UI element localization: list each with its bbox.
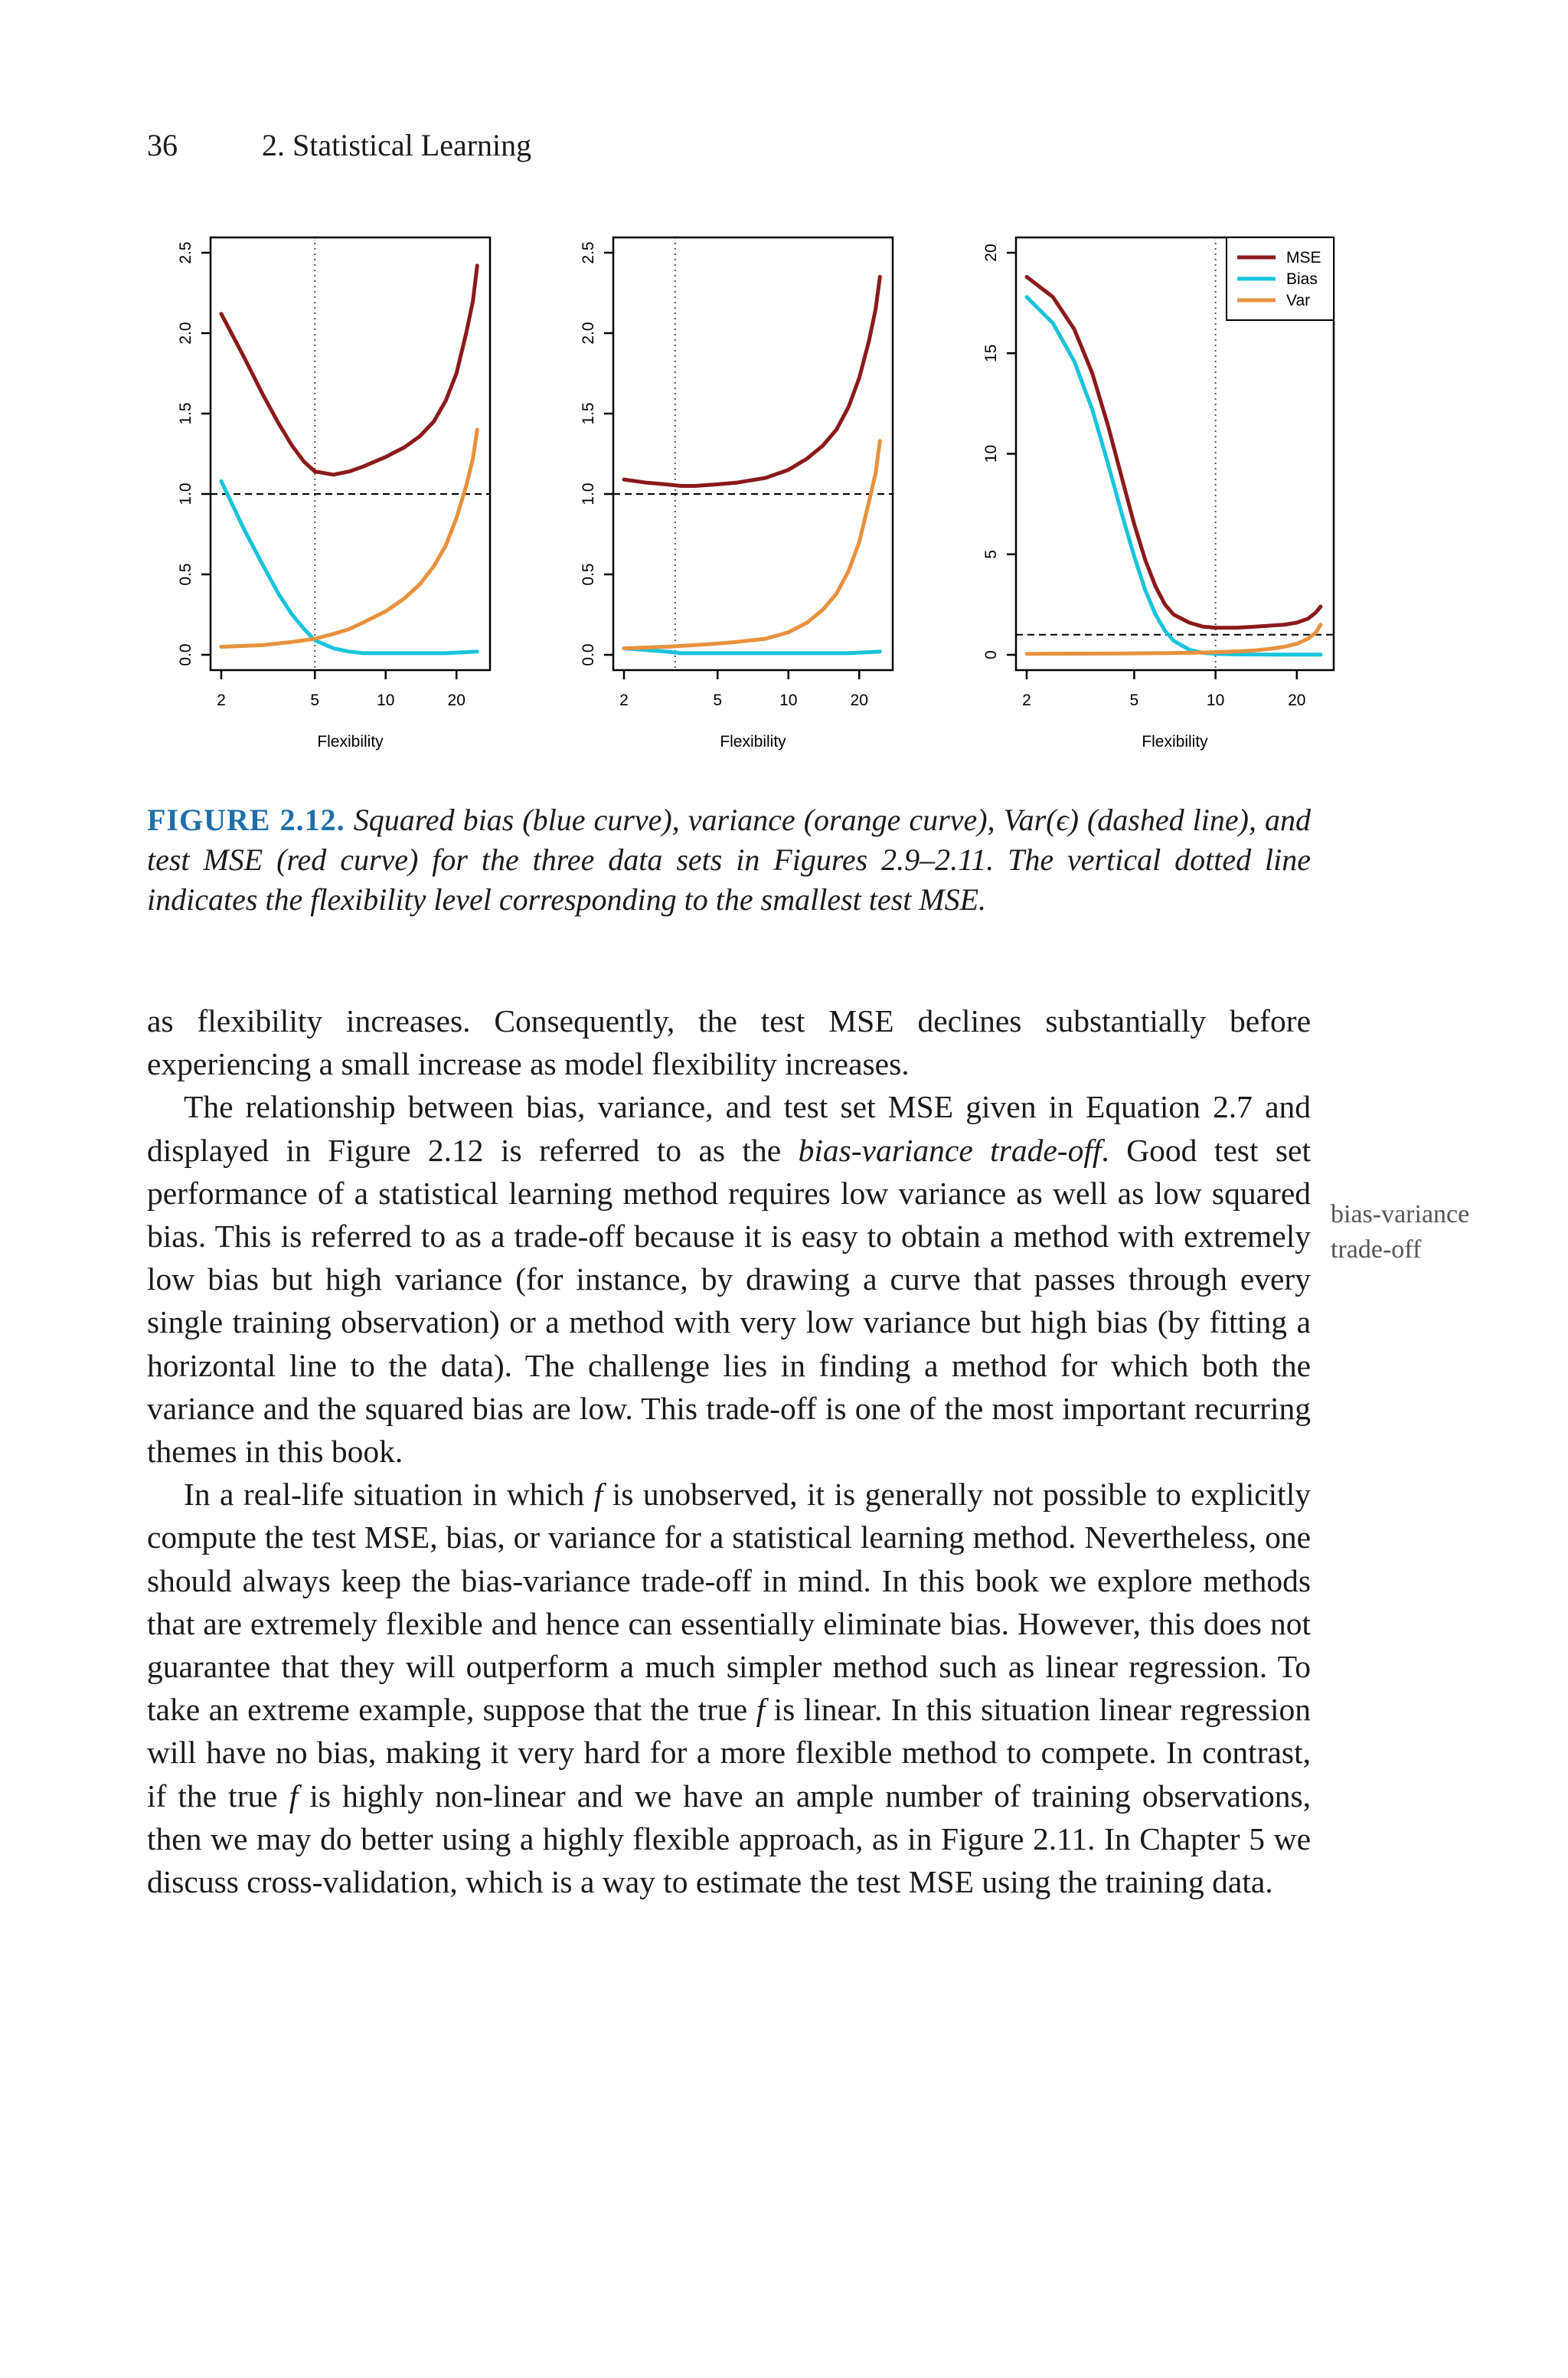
series-line-var (221, 430, 477, 647)
chart-panel-1 (138, 222, 521, 774)
y-tick-label: 2.5 (580, 241, 597, 264)
margin-note-line: bias-variance (1331, 1200, 1470, 1228)
y-tick-label: 0 (982, 650, 1000, 659)
x-tick-label: 2 (619, 692, 629, 709)
y-tick-label: 1.0 (177, 482, 194, 505)
y-tick-label: 0.5 (177, 563, 194, 586)
symbol-f: f (593, 1477, 603, 1513)
chapter-title: 2. Statistical Learning (262, 128, 532, 162)
x-axis-label: Flexibility (317, 733, 384, 751)
page-number: 36 (147, 128, 178, 162)
paragraph-3-part: is unobserved, it is generally not possible to explicitly compute the test MSE, bias, or variance for a statistical learning method. Nevertheless, one should always keep the bias-variance trade-off in mind. In this book we explore methods that are extremely flexible and hence can essentially eliminate bias. However, this does not guarantee that they will outperform a much simpler method such as linear regression. To take an extreme example, suppose that the true (147, 1477, 1311, 1728)
series-line-bias (1027, 297, 1321, 655)
paragraph-3-part: In a real-life situation in which (184, 1477, 594, 1513)
paragraph-1: as flexibility increases. Consequently, the test MSE declines substantially before experiencing a small increase as model flexibility increases. (147, 1003, 1311, 1082)
paragraph-2 (147, 1085, 1311, 1473)
series-line-mse (1027, 277, 1321, 628)
y-tick-label: 2.0 (177, 322, 194, 345)
series-line-mse (624, 277, 880, 486)
figure-caption (147, 800, 1311, 920)
term-bias-variance-trade-off: bias-variance trade-off (798, 1132, 1102, 1168)
series-line-var (624, 441, 880, 649)
series-line-mse (221, 266, 477, 475)
margin-note (1331, 1197, 1530, 1268)
y-tick-label: 0.0 (177, 643, 194, 666)
y-tick-label: 2.5 (177, 241, 194, 264)
margin-note-line: trade-off (1331, 1235, 1422, 1264)
legend-label-mse: MSE (1286, 249, 1321, 267)
y-tick-label: 2.0 (580, 322, 597, 345)
x-axis-label: Flexibility (720, 733, 786, 751)
x-tick-label: 20 (1288, 692, 1306, 709)
x-tick-label: 5 (1129, 692, 1139, 709)
paragraph-3-part: is highly non-linear and we have an ample number of training observations, then we may do better using a highly flexible approach, as in Figure 2.11. In Chapter 5 we discuss cross-validation, which is a way to estimate the test MSE using the training data. (147, 1778, 1312, 1900)
plot-frame (211, 237, 490, 670)
chart-panel-3 (943, 222, 1372, 774)
y-tick-label: 0.5 (580, 563, 597, 586)
body-text (147, 999, 1311, 1903)
x-axis-label: Flexibility (1142, 733, 1208, 751)
symbol-f: f (289, 1778, 299, 1814)
y-tick-label: 20 (982, 244, 1000, 262)
x-tick-label: 2 (1022, 692, 1031, 709)
y-tick-label: 1.5 (580, 402, 597, 425)
plot-frame (613, 237, 893, 670)
x-tick-label: 20 (850, 692, 868, 709)
caption-text: Squared bias (blue curve), variance (orange curve), Var(ϵ) (dashed line), and test MSE (red curve) for the three data sets in Figures 2.9–2.11. The vertical dotted line indicates the flexibility level corresponding to the smallest test MSE. (147, 803, 1312, 917)
x-tick-label: 10 (1206, 692, 1225, 709)
y-tick-label: 1.5 (177, 402, 194, 425)
x-tick-label: 10 (779, 692, 798, 709)
chart-panel-2 (541, 222, 923, 774)
y-tick-label: 15 (982, 344, 1000, 362)
legend-label-var: Var (1286, 292, 1311, 309)
y-tick-label: 10 (982, 444, 1000, 463)
paragraph-3 (147, 1473, 1311, 1903)
paragraph-2-part: . Good test set performance of a statistical learning method requires low variance as well as low squared bias. This is referred to as a trade-off because it is easy to obtain a method with extremely low bias but high variance (for instance, by drawing a curve that passes through every single training observation) or a method with very low variance but high bias (by fitting a horizontal line to the data). The challenge lies in finding a method for which both the variance and the squared bias are low. This trade-off is one of the most important recurring themes in this book. (147, 1132, 1311, 1470)
figure-2-12 (138, 222, 1332, 774)
paragraph-3-part: is linear. In this situation linear regression will have no bias, making it very hard for a more flexible method to compete. In contrast, if the true (147, 1692, 1311, 1814)
x-tick-label: 10 (377, 692, 395, 709)
series-line-bias (624, 649, 880, 653)
page-header (147, 127, 531, 163)
legend-label-bias: Bias (1286, 270, 1318, 288)
y-tick-label: 0.0 (580, 643, 597, 666)
x-tick-label: 5 (310, 692, 320, 709)
figure-label: FIGURE 2.12. (147, 803, 345, 837)
y-tick-label: 5 (982, 549, 1000, 559)
x-tick-label: 5 (713, 692, 723, 709)
x-tick-label: 20 (447, 692, 466, 709)
paragraph-2-part: The relationship between bias, variance, and test set MSE given in Equation 2.7 and displayed in Figure 2.12 is referred to as the (147, 1089, 1311, 1168)
x-tick-label: 2 (217, 692, 226, 709)
symbol-f: f (756, 1692, 766, 1728)
y-tick-label: 1.0 (580, 482, 597, 505)
